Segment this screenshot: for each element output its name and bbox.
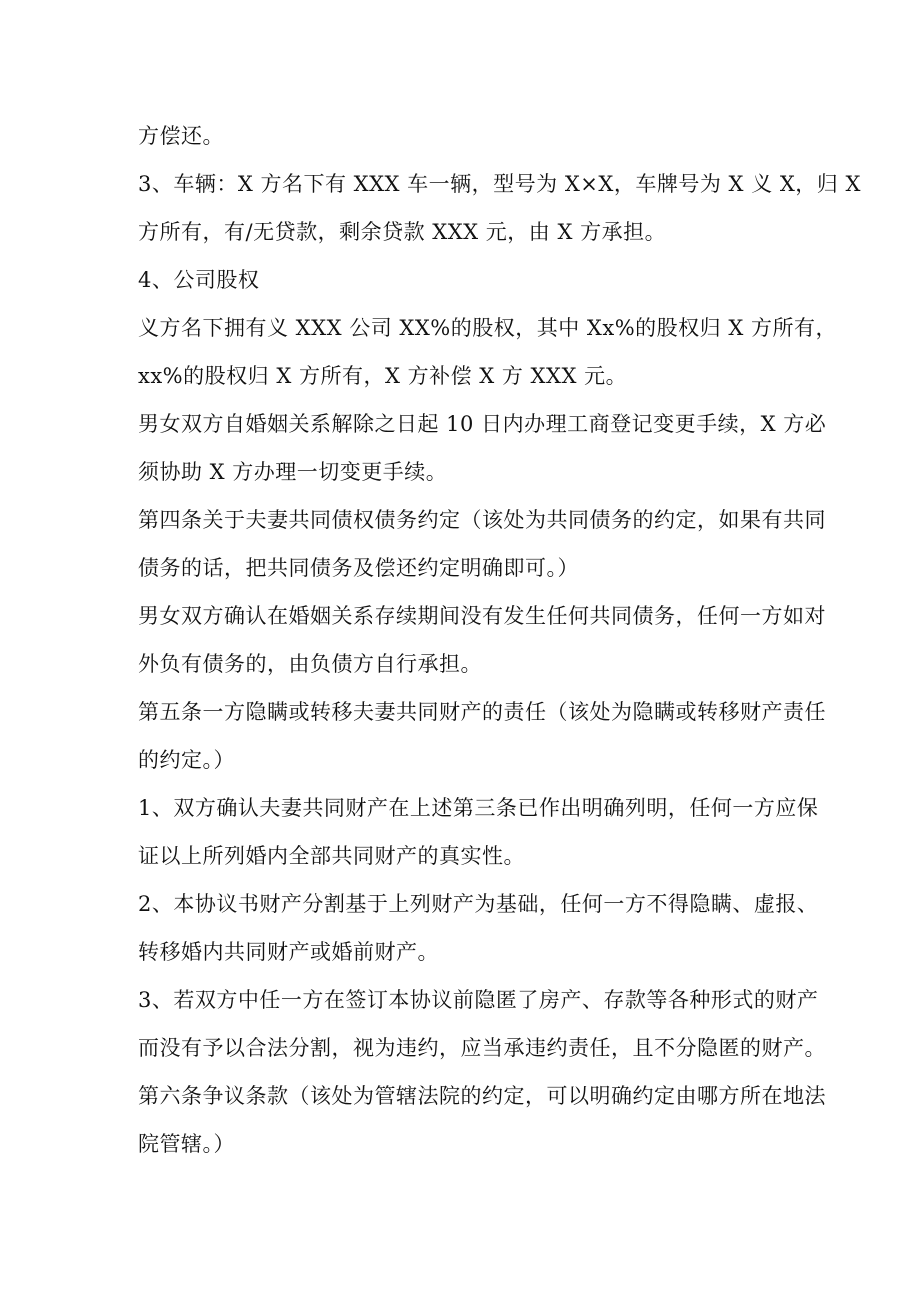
line-7: 男女双方自婚姻关系解除之日起 10 日内办理工商登记变更手续，X 方必: [138, 412, 827, 436]
line-20: 而没有予以合法分割，视为违约，应当承违约责任，且不分隐匿的财产。: [138, 1036, 826, 1060]
line-4: 4、公司股权: [138, 268, 260, 292]
line-2: 3、车辆：X 方名下有 XXX 车一辆，型号为 X×X，车牌号为 X 义 X，归 X: [138, 172, 861, 196]
line-22: 院管辖。）: [138, 1132, 235, 1156]
line-15: 1、双方确认夫妻共同财产在上述第三条已作出明确列明，任何一方应保: [138, 796, 819, 820]
line-16: 证以上所列婚内全部共同财产的真实性。: [138, 844, 525, 868]
line-19: 3、若双方中任一方在签订本协议前隐匿了房产、存款等各种形式的财产: [138, 988, 819, 1012]
line-10: 债务的话，把共同债务及偿还约定明确即可。）: [138, 556, 579, 580]
line-3: 方所有，有/无贷款，剩余贷款 XXX 元，由 X 方承担。: [138, 220, 667, 244]
line-18: 转移婚内共同财产或婚前财产。: [138, 940, 439, 964]
line-9: 第四条关于夫妻共同债权债务约定（该处为共同债务的约定，如果有共同: [138, 508, 826, 532]
line-1: 方偿还。: [138, 124, 224, 148]
line-11: 男女双方确认在婚姻关系存续期间没有发生任何共同债务，任何一方如对: [138, 604, 826, 628]
document-body: [138, 112, 861, 1168]
line-13: 第五条一方隐瞒或转移夫妻共同财产的责任（该处为隐瞒或转移财产责任: [138, 700, 826, 724]
line-6: xx%的股权归 X 方所有，X 方补偿 X 方 XXX 元。: [138, 364, 628, 388]
line-14: 的约定。）: [138, 748, 235, 772]
line-21: 第六条争议条款（该处为管辖法院的约定，可以明确约定由哪方所在地法: [138, 1084, 826, 1108]
line-17: 2、本协议书财产分割基于上列财产为基础，任何一方不得隐瞒、虚报、: [138, 892, 819, 916]
line-8: 须协助 X 方办理一切变更手续。: [138, 460, 448, 484]
line-5: 义方名下拥有义 XXX 公司 XX%的股权，其中 Xx%的股权归 X 方所有，: [138, 316, 837, 340]
line-12: 外负有债务的，由负债方自行承担。: [138, 652, 482, 676]
